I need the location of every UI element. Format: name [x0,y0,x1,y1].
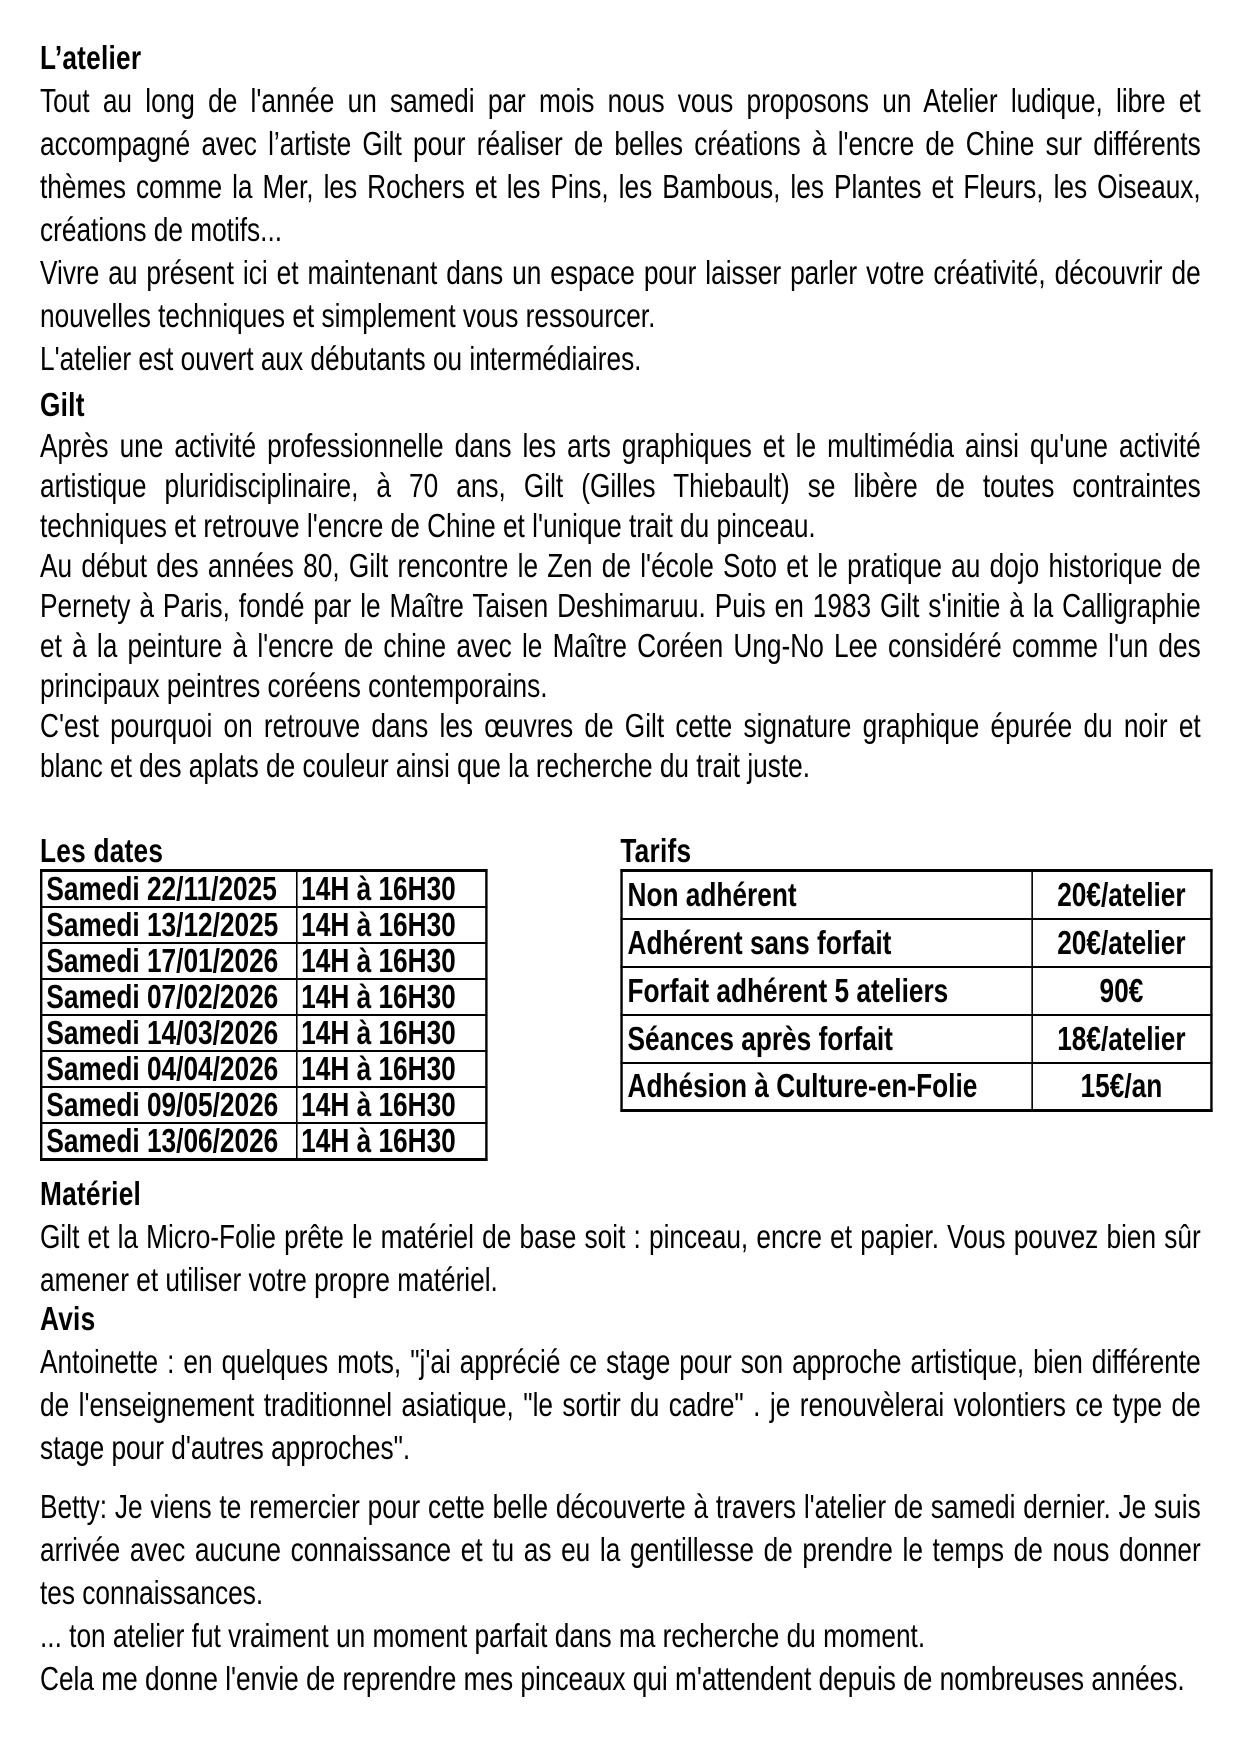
date-cell: Samedi 13/06/2026 [41,1123,296,1160]
time-cell: 14H à 16H30 [296,1015,486,1051]
tarif-price-cell: 20€/atelier [1032,919,1212,967]
section-atelier [40,36,1201,380]
tarif-label-cell: Forfait adhérent 5 ateliers [622,967,1032,1015]
date-cell: Samedi 09/05/2026 [41,1087,296,1123]
tarif-row [622,1015,1212,1063]
date-row [41,1015,486,1051]
avis-heading: Avis [40,1300,96,1337]
materiel-paragraph: Gilt et la Micro-Folie prête le matériel de base soit : pinceau, encre et papier. Vous pouvez bien sûr amener et utiliser votre propre matériel. [40,1218,1201,1298]
time-cell: 14H à 16H30 [296,1051,486,1087]
date-row [41,907,486,943]
document-content [40,0,1201,1754]
gilt-paragraph-3: C'est pourquoi on retrouve dans les œuvres de Gilt cette signature graphique épurée du noir et blanc et des aplats de couleur ainsi que la recherche du trait juste. [40,707,1201,784]
tarif-row [622,1063,1212,1111]
time-cell: 14H à 16H30 [296,1087,486,1123]
dates-table [40,869,488,1161]
tarif-label-cell: Non adhérent [622,871,1032,919]
section-avis [40,1297,1201,1700]
date-cell: Samedi 17/01/2026 [41,943,296,979]
atelier-paragraph-3: L'atelier est ouvert aux débutants ou intermédiaires. [40,340,642,377]
date-row [41,1123,486,1160]
tarifs-heading: Tarifs [620,832,692,869]
dates-block [40,833,485,1161]
tarif-price-cell: 18€/atelier [1032,1015,1212,1063]
tarif-price-cell: 20€/atelier [1032,871,1212,919]
tarif-label-cell: Séances après forfait [622,1015,1032,1063]
time-cell: 14H à 16H30 [296,1123,486,1160]
tarif-row [622,967,1212,1015]
avis-betty-paragraph-3: Cela me donne l'envie de reprendre mes pinceaux qui m'attendent depuis de nombreuses années. [40,1660,1185,1697]
time-cell: 14H à 16H30 [296,871,486,908]
dates-heading: Les dates [40,832,164,869]
time-cell: 14H à 16H30 [296,979,486,1015]
gilt-paragraph-1: Après une activité professionnelle dans les arts graphiques et le multimédia ainsi qu'une activité artistique pluridisciplinaire, à 70 ans, Gilt (Gilles Thiebault) se libère de toutes contraintes techniques et retrouve l'encre de Chine et l'unique trait du pinceau. [40,427,1201,544]
materiel-heading: Matériel [40,1175,142,1212]
tarifs-table [620,869,1212,1112]
tarifs-block [620,833,1210,1112]
date-cell: Samedi 13/12/2025 [41,907,296,943]
time-cell: 14H à 16H30 [296,943,486,979]
tarif-row [622,871,1212,919]
date-row [41,871,486,908]
tarif-label-cell: Adhésion à Culture-en-Folie [622,1063,1032,1111]
date-cell: Samedi 22/11/2025 [41,871,296,908]
date-cell: Samedi 07/02/2026 [41,979,296,1015]
atelier-paragraph-2: Vivre au présent ici et maintenant dans un espace pour laisser parler votre créativité, découvrir de nouvelles techniques et simplement vous ressourcer. [40,254,1201,334]
date-row [41,1087,486,1123]
date-row [41,979,486,1015]
avis-antoinette-paragraph: Antoinette : en quelques mots, "j'ai apprécié ce stage pour son approche artistique, bien différente de l'enseignement traditionnel asiatique, "le sortir du cadre" . je renouvèlerai volontiers ce type de stage pour d'autres approches". [40,1343,1201,1466]
date-cell: Samedi 14/03/2026 [41,1015,296,1051]
avis-betty-paragraph: Betty: Je viens te remercier pour cette belle découverte à travers l'atelier de samedi dernier. Je suis arrivée avec aucune connaissance et tu as eu la gentillesse de prendre le temps de nous donner tes connaissances. [40,1488,1201,1611]
date-row [41,943,486,979]
avis-betty-paragraph-2: ... ton atelier fut vraiment un moment parfait dans ma recherche du moment. [40,1617,926,1654]
atelier-heading: L’atelier [40,39,142,76]
tarif-price-cell: 15€/an [1032,1063,1212,1111]
date-row [41,1051,486,1087]
tarif-label-cell: Adhérent sans forfait [622,919,1032,967]
section-materiel [40,1172,1201,1301]
tarif-row [622,919,1212,967]
tarif-price-cell: 90€ [1032,967,1212,1015]
gilt-paragraph-2: Au début des années 80, Gilt rencontre le Zen de l'école Soto et le pratique au dojo historique de Pernety à Paris, fondé par le Maître Taisen Deshimaruu. Puis en 1983 Gilt s'initie à la Calligraphie et à la peinture à l'encre de chine avec le Maître Coréen Ung-No Lee considéré comme l'un des principaux peintres coréens contemporains. [40,547,1201,704]
section-gilt [40,383,1201,786]
time-cell: 14H à 16H30 [296,907,486,943]
atelier-paragraph-1: Tout au long de l'année un samedi par mois nous vous proposons un Atelier ludique, libre et accompagné avec l’artiste Gilt pour réaliser de belles créations à l'encre de Chine sur différents thèmes comme la Mer, les Rochers et les Pins, les Bambous, les Plantes et Fleurs, les Oiseaux, créations de motifs... [40,82,1201,248]
date-cell: Samedi 04/04/2026 [41,1051,296,1087]
gilt-heading: Gilt [40,386,85,423]
section-tables [40,833,1201,1173]
